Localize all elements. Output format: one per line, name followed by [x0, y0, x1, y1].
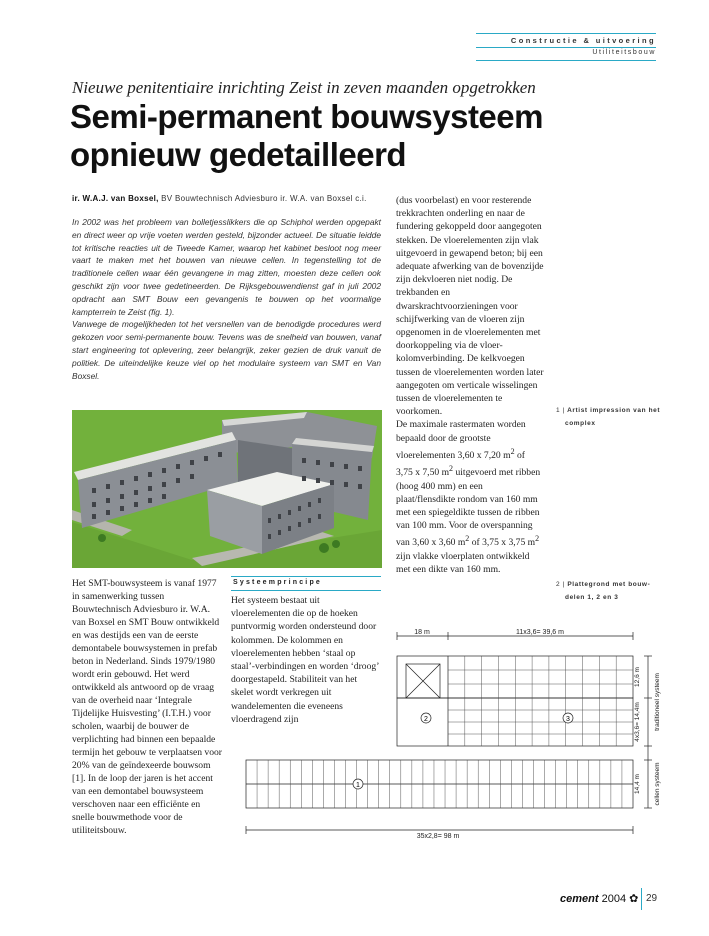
traditional-system-label: traditioneel systeem: [654, 673, 661, 731]
caption-number: 1 |: [556, 407, 565, 414]
plan-marker-2: 2: [424, 716, 428, 723]
right-paragraph-1: (dus voorbelast) en voor resterende trekkrachten onderling en naar de fundering gekoppeld door aangegoten stekken. De vloerelementen zijn vlak uitgevoerd in gewapend beton; bij een adequate afwerking van de bovenzijde zijn dekvloeren niet nodig. De trekbanden en dwarskrachtvoorzieningen voor schijfwerking van de vloeren zijn opgenomen in de vloerelementen met doorkoppeling via de vloer-kolomverbinding. De kelkvoegen tussen de vloerelementen worden later aangegoten om verticale wisselingen tussen de vloerelementen te voorkomen.: [396, 195, 544, 418]
text-run: De maximale rastermaten worden bepaald door de grootste vloerelementen 3,60 x 7,20 m: [396, 419, 526, 462]
superscript: 2: [449, 464, 454, 474]
caption-number: 2 |: [556, 581, 565, 588]
right-column: [396, 194, 544, 576]
caption-line: delen 1, 2 en 3: [565, 594, 619, 601]
artist-impression-image: [72, 410, 382, 568]
lead-paragraph-2: Vanwege de mogelijkheden tot het versnellen van de benodigde procedures werd gekozen voor semi-permanente bouw. Tevens was de snelheid van bouwen, vanaf start engineering tot oplevering, zeer belangrijk, zeker gezien de druk vanuit de politiek. De uiteindelijke keuze viel op het modulaire systeem van SMT en Van Boxsel.: [72, 319, 381, 381]
building-illustration: [72, 410, 382, 568]
footer-brand: [560, 892, 638, 905]
affiliation: BV Bouwtechnisch Adviesburo ir. W.A. van Boxsel c.i.: [158, 194, 367, 203]
footer-rule: [641, 888, 642, 910]
article-title-line1: Semi-permanent bouwsysteem: [70, 98, 543, 135]
lead-paragraph-1: In 2002 was het probleem van bolletjesslikkers die op Schiphol werden opgepakt en direct weer op vrije voeten werden gesteld, bijzonder actueel. De situatie leidde tot kritische reacties uit de Tweede Kamer, waarop het kabinet besloot nog meer vaart te maken met het bouwen van nieuwe cellen. In tegenstelling tot de traditionele cellen waar één gevangene in mag zitten, moesten deze cellen ook geschikt zijn voor twee gedetineerden. De Rijksgebouwendienst gaf in juli 2002 opdracht aan SMT Bouw een gevangenis te bouwen op het voormalige kampterrein te Zeist (fig. 1).: [72, 217, 381, 317]
lead-text: [72, 216, 381, 382]
superscript: 2: [535, 534, 540, 544]
plan-marker-1: 1: [356, 782, 360, 789]
plan-marker-3: 3: [566, 716, 570, 723]
magazine-year: 2004: [598, 893, 627, 905]
text-run: uitgevoerd met ribben (hoog 400 mm) en een plaat/flensdikte rondom van 160 mm met een spiegeldikte tussen de ribben van 100 mm. Voor de overspanning van 3,60 x 3,60 m: [396, 467, 541, 549]
caption-line: complex: [565, 420, 596, 427]
header-rule-middle: [476, 47, 656, 48]
magazine-name: cement: [560, 893, 599, 905]
text-run: zijn vlakke vloerplaten ontwikkeld met een dikte van 160 mm.: [396, 550, 530, 576]
text-run: of 3,75 x 7,50 m: [396, 450, 525, 479]
figure-1-caption: [556, 404, 706, 430]
section-heading: Systeemprincipe: [233, 579, 323, 586]
left-column-paragraph: Het SMT-bouwsysteem is vanaf 1977 in samenwerking tussen Bouwtechnisch Adviesburo ir. W.A. van Boxsel en SMT Bouw ontwikkeld en was destijds een van de eerste demontabele bouwsystemen in prefab beton in Nederland. Sinds 1979/1980 wordt erin gebouwd. Het werd ontwikkeld als antwoord op de vraag van de overheid naar ‘Integrale Tijdelijke Huisvesting’ (I.T.H.) voor scholen, waarbij de bouwer de verplichting had binnen een bepaalde termijn het gebouw te verplaatsen voor 20% van de geïndexeerde bouwsom [1]. In de loop der jaren is het accent van een demontabel bouwsysteem verschoven naar een efficiënte en snelle bouwmethode voor de utiliteitsbouw.: [72, 578, 222, 836]
dim-right-label: 11x3,6= 39,6 m: [516, 629, 564, 636]
section-header: Constructie & uitvoering: [510, 36, 656, 45]
header-rule-bottom: [476, 60, 656, 61]
caption-line: Plattegrond met bouw-: [567, 581, 651, 588]
dim-bottom-label: 35x2,8= 98 m: [416, 833, 460, 840]
dim-left-label: 18 m: [414, 629, 430, 636]
header-rule-top: [476, 33, 656, 34]
page-number: 29: [646, 893, 658, 904]
text-run: of 3,75 x 3,75 m: [469, 537, 536, 549]
figure-2-caption: [556, 578, 706, 604]
cell-system-label: cellen systeem: [654, 762, 661, 806]
author: ir. W.A.J. van Boxsel,: [72, 194, 159, 203]
floor-plan-drawing: [238, 624, 668, 844]
left-column: [72, 577, 222, 837]
subsection-header: Utiliteitsbouw: [592, 49, 656, 56]
superscript: 2: [465, 534, 470, 544]
article-title-line2: opnieuw gedetailleerd: [70, 136, 407, 173]
section-rule-bottom: [231, 590, 381, 591]
byline: [72, 194, 392, 203]
caption-line: Artist impression van het: [567, 407, 661, 414]
dim-v2-label: 4x3,6= 14,4m: [634, 702, 641, 742]
article-kicker: Nieuwe penitentiaire inrichting Zeist in zeven maanden opgetrokken: [72, 78, 536, 97]
section-paragraph: Het systeem bestaat uit vloerelementen die op de hoeken puntvormig worden ondersteund door kolommen. De kolommen en vloerelementen hebben ‘staal op staal’-verbindingen en worden ‘droog’ doorgestapeld. Stabiliteit van het skelet wordt verkregen uit wandelementen die eveneens vloerdragend zijn: [231, 595, 379, 725]
floor-plan-svg: [238, 624, 668, 844]
section-rule-top: [231, 576, 381, 577]
flower-icon: ✿: [629, 893, 639, 905]
dim-v1-label: 12,6 m: [634, 667, 641, 687]
superscript: 2: [510, 446, 515, 456]
dim-v3-label: 14,4 m: [634, 774, 641, 794]
right-paragraph-2: [396, 418, 544, 576]
